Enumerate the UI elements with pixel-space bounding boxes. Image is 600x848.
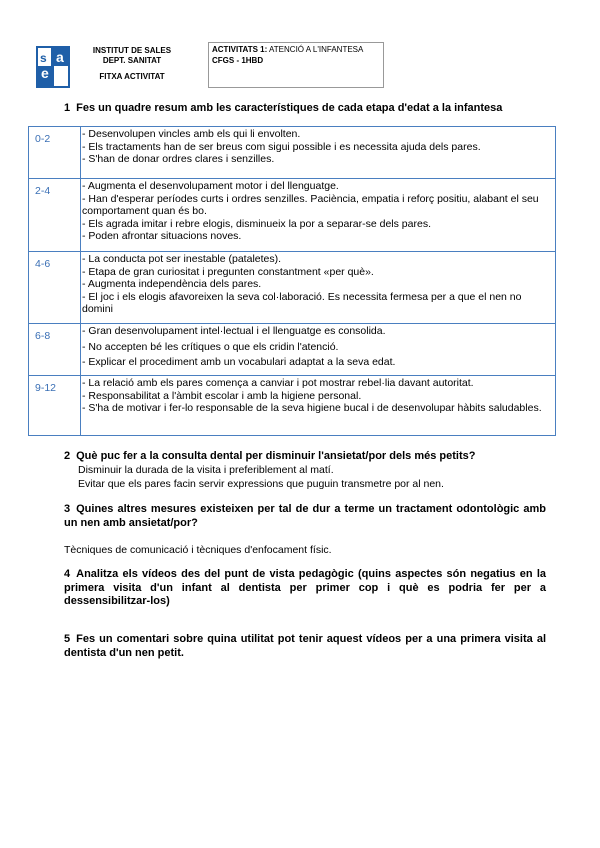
list-item: - Desenvolupen vincles amb els qui li envolten. bbox=[82, 128, 301, 140]
table-row bbox=[29, 324, 556, 376]
age-stages-table bbox=[28, 126, 556, 436]
description-cell bbox=[81, 324, 556, 376]
description-cell bbox=[81, 252, 556, 324]
description-cell bbox=[81, 127, 556, 179]
question-4 bbox=[64, 568, 546, 609]
list-item: - Els agrada imitar i rebre elogis, disminueix la por a separar-se dels pares. bbox=[82, 217, 431, 230]
document-header bbox=[36, 42, 576, 90]
activity-title-bold: ACTIVITATS 1: bbox=[212, 45, 268, 54]
question-text: Analitza els vídeos des del punt de vista pedagògic (quins aspectes són negatius en la primera visita d'un infant al dentista per primer cop i què es podria fer per a dessensibilitzar-los) bbox=[64, 568, 546, 607]
description-cell bbox=[81, 376, 556, 436]
table-row bbox=[29, 376, 556, 436]
list-item: - Han d'esperar períodes curts i ordres senzilles. Paciència, empatia i reforç positiu, alabant el seu comportament quan és bo. bbox=[82, 192, 539, 217]
answer-3: Tècniques de comunicació i tècniques d'enfocament físic. bbox=[64, 544, 332, 556]
list-item: - La relació amb els pares comença a canviar i pot mostrar rebel·lia davant autoritat. bbox=[82, 377, 474, 389]
list-item: - La conducta pot ser inestable (pataletes). bbox=[82, 253, 282, 265]
course-code: CFGS - 1HBD bbox=[212, 56, 264, 65]
question-number: 2 bbox=[64, 450, 71, 462]
department-name: DEPT. SANITAT bbox=[102, 56, 162, 65]
question-number: 1 bbox=[64, 102, 71, 114]
list-item: - No accepten bé les crítiques o que els cridin l'atenció. bbox=[82, 340, 339, 353]
svg-text:s: s bbox=[40, 51, 47, 65]
activity-title-rest: ATENCIÓ A L'INFANTESA bbox=[267, 45, 364, 54]
list-item: - Augmenta el desenvolupament motor i del llenguatge. bbox=[82, 180, 339, 192]
list-item: - S'han de donar ordres clares i senzilles. bbox=[82, 153, 275, 165]
question-number: 5 bbox=[64, 633, 71, 645]
table-row bbox=[29, 252, 556, 324]
list-item: - Poden afrontar situacions noves. bbox=[82, 230, 242, 242]
svg-text:e: e bbox=[41, 65, 49, 81]
institute-block bbox=[82, 46, 182, 82]
svg-text:a: a bbox=[56, 49, 64, 65]
question-text: Què puc fer a la consulta dental per disminuir l'ansietat/por dels més petits? bbox=[76, 450, 476, 462]
question-3 bbox=[64, 503, 546, 530]
list-item: - Augmenta independència dels pares. bbox=[82, 278, 262, 290]
list-item: - Gran desenvolupament intel·lectual i el llenguatge es consolida. bbox=[82, 325, 386, 337]
list-item: - Els tractaments han de ser breus com sigui possible i es necessita ajuda dels pares. bbox=[82, 140, 481, 153]
answer-line: Evitar que els pares facin servir expressions que puguin transmetre por al nen. bbox=[78, 478, 444, 490]
question-number: 3 bbox=[64, 503, 71, 515]
age-cell: 6-8 bbox=[29, 324, 81, 376]
table-row bbox=[29, 179, 556, 252]
question-number: 4 bbox=[64, 568, 71, 580]
question-text: Fes un quadre resum amb les característiques de cada etapa d'edat a la infantesa bbox=[76, 102, 503, 114]
answer-line: Disminuir la durada de la visita i preferiblement al matí. bbox=[78, 464, 334, 476]
age-cell: 9-12 bbox=[29, 376, 81, 436]
age-cell: 4-6 bbox=[29, 252, 81, 324]
list-item: - El joc i els elogis afavoreixen la seva col·laboració. Es necessita fermesa per a que el nen no domini bbox=[82, 290, 522, 315]
sheet-label: FITXA ACTIVITAT bbox=[99, 72, 165, 81]
institute-logo bbox=[36, 46, 70, 88]
list-item: - Etapa de gran curiositat i pregunten constantment «per què». bbox=[82, 265, 374, 278]
list-item: - S'ha de motivar i fer-lo responsable de la seva higiene bucal i de desenvolupar hàbits saludables. bbox=[82, 402, 542, 414]
question-text: Fes un comentari sobre quina utilitat pot tenir aquest vídeos per a una primera visita al dentista d'un nen petit. bbox=[64, 633, 546, 659]
answer-2 bbox=[78, 463, 558, 491]
question-1 bbox=[64, 102, 564, 116]
description-cell bbox=[81, 179, 556, 252]
age-cell: 2-4 bbox=[29, 179, 81, 252]
question-2 bbox=[64, 450, 546, 464]
question-text: Quines altres mesures existeixen per tal de dur a terme un tractament odontològic amb un nen amb ansietat/por? bbox=[64, 503, 546, 529]
list-item: - Responsabilitat a l'àmbit escolar i amb la higiene personal. bbox=[82, 389, 362, 402]
activity-box bbox=[208, 42, 384, 88]
age-cell: 0-2 bbox=[29, 127, 81, 179]
table-row bbox=[29, 127, 556, 179]
list-item: - Explicar el procediment amb un vocabulari adaptat a la seva edat. bbox=[82, 356, 396, 368]
question-5 bbox=[64, 633, 546, 660]
institute-name: INSTITUT DE SALES bbox=[92, 46, 172, 55]
